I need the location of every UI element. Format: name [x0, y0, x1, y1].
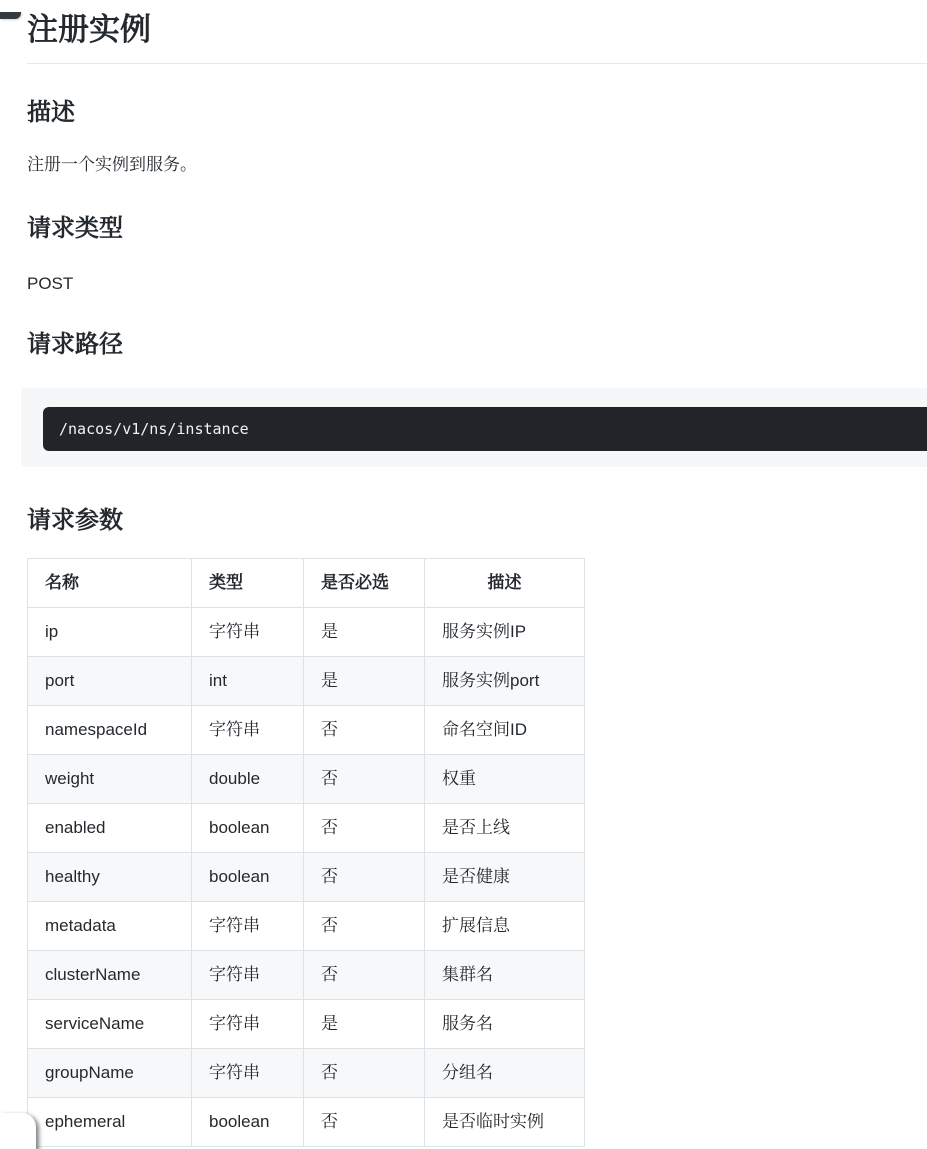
- table-row: [28, 902, 585, 951]
- param-name: ip: [28, 608, 192, 657]
- param-required: 否: [304, 706, 425, 755]
- table-row: [28, 608, 585, 657]
- param-type: 字符串: [192, 706, 304, 755]
- param-description: 服务名: [425, 1000, 585, 1049]
- param-type: 字符串: [192, 608, 304, 657]
- table-row: [28, 1000, 585, 1049]
- column-header-required: 是否必选: [304, 559, 425, 608]
- param-type: boolean: [192, 804, 304, 853]
- floating-corner-panel[interactable]: [0, 1113, 36, 1149]
- param-required: 否: [304, 755, 425, 804]
- column-header-description: 描述: [425, 559, 585, 608]
- param-name: ephemeral: [28, 1098, 192, 1147]
- table-row: [28, 1049, 585, 1098]
- description-text: 注册一个实例到服务。: [27, 155, 197, 174]
- param-name: serviceName: [28, 1000, 192, 1049]
- request-path-code: /nacos/v1/ns/instance: [43, 407, 927, 451]
- param-description: 权重: [425, 755, 585, 804]
- param-type: int: [192, 657, 304, 706]
- param-name: port: [28, 657, 192, 706]
- param-name: clusterName: [28, 951, 192, 1000]
- column-header-name: 名称: [28, 559, 192, 608]
- param-description: 命名空间ID: [425, 706, 585, 755]
- table-row: [28, 804, 585, 853]
- param-required: 否: [304, 902, 425, 951]
- param-name: namespaceId: [28, 706, 192, 755]
- column-header-type: 类型: [192, 559, 304, 608]
- param-name: healthy: [28, 853, 192, 902]
- table-row: [28, 1098, 585, 1147]
- code-block-container: [21, 388, 927, 467]
- table-row: [28, 951, 585, 1000]
- param-name: groupName: [28, 1049, 192, 1098]
- param-type: double: [192, 755, 304, 804]
- param-required: 是: [304, 608, 425, 657]
- table-row: [28, 657, 585, 706]
- request-type-value: POST: [27, 274, 74, 293]
- section-heading-request-params: 请求参数: [27, 507, 123, 534]
- section-heading-description: 描述: [27, 99, 75, 126]
- param-description: 是否临时实例: [425, 1098, 585, 1147]
- param-description: 服务实例port: [425, 657, 585, 706]
- param-description: 集群名: [425, 951, 585, 1000]
- param-description: 服务实例IP: [425, 608, 585, 657]
- request-params-table: [27, 558, 585, 1147]
- param-description: 扩展信息: [425, 902, 585, 951]
- param-required: 是: [304, 657, 425, 706]
- table-header-row: [28, 559, 585, 608]
- table-row: [28, 755, 585, 804]
- param-type: 字符串: [192, 951, 304, 1000]
- param-required: 否: [304, 1049, 425, 1098]
- param-type: boolean: [192, 853, 304, 902]
- param-required: 否: [304, 1098, 425, 1147]
- param-name: weight: [28, 755, 192, 804]
- param-type: 字符串: [192, 1000, 304, 1049]
- param-description: 是否上线: [425, 804, 585, 853]
- param-type: 字符串: [192, 1049, 304, 1098]
- param-type: boolean: [192, 1098, 304, 1147]
- param-name: enabled: [28, 804, 192, 853]
- section-heading-request-path: 请求路径: [27, 331, 123, 358]
- param-description: 是否健康: [425, 853, 585, 902]
- param-required: 否: [304, 951, 425, 1000]
- page-title: 注册实例: [27, 12, 927, 64]
- table-row: [28, 853, 585, 902]
- document-body: [0, 12, 927, 1147]
- section-heading-request-type: 请求类型: [27, 215, 123, 242]
- param-required: 否: [304, 853, 425, 902]
- param-required: 否: [304, 804, 425, 853]
- param-type: 字符串: [192, 902, 304, 951]
- param-description: 分组名: [425, 1049, 585, 1098]
- table-row: [28, 706, 585, 755]
- param-required: 是: [304, 1000, 425, 1049]
- param-name: metadata: [28, 902, 192, 951]
